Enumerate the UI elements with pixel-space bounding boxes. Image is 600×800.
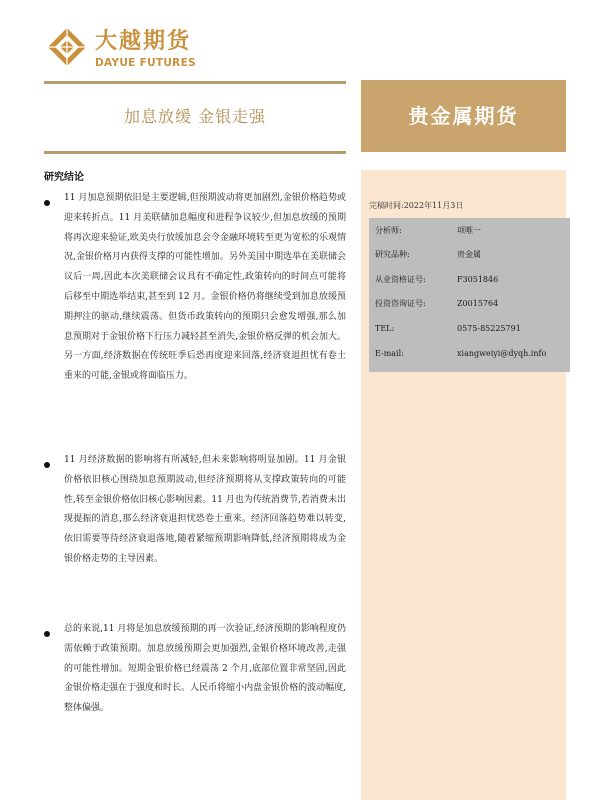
info-value: 贵金属 <box>457 250 481 259</box>
info-row-email <box>369 343 570 365</box>
headline-bottom-rule <box>44 151 346 154</box>
bullet-icon <box>44 631 50 637</box>
info-row-qualification <box>369 269 570 291</box>
info-label: E-mail: <box>375 349 404 358</box>
completion-date: 完稿时间:2022年11月3日 <box>369 201 464 210</box>
paragraph-1: 11 月加息预期依旧是主要逻辑,但预期波动将更加剧烈,金银价格趋势或迎来转折点。11 月美联储加息幅度和进程争议较少,但加息放缓的预期将再次迎来验证,欧美央行放缓加息会令金融环境转至更为宽松的乐观情况,金银价格月内获得支撑的可能性增加。另外美国中期选举在美联储会议后一周,因此本次美联储会议具有不确定性,政策转向的时间点可能将后移至中期选举结束,甚至到 12 月。金银价格仍将继续受到加息放缓预期押注的驱动,继续震荡。但货币政策转向的预期只会愈发增强,那么加息预期对于金银价格下行压力减轻甚至消失,金银价格反弹的机会加大。另一方面,经济数据在传统旺季后恐再度迎来回落,经济衰退担忧有卷土重来的可能,金银或将面临压力。 <box>64 193 346 382</box>
info-value: 项唯一 <box>457 226 481 235</box>
bullet-icon <box>44 200 50 206</box>
section-title: 研究结论 <box>44 172 84 183</box>
brand-name-cn: 大越期货 <box>95 29 192 54</box>
info-label: 研究品种: <box>375 250 410 259</box>
info-row-analyst <box>369 220 570 242</box>
analyst-info-box <box>369 218 570 372</box>
company-logo <box>47 23 217 75</box>
info-value: 0575-85225791 <box>457 324 521 333</box>
paragraph-3: 总的来说,11 月将是加息放缓预期的再一次验证,经济预期的影响程度仍需依赖于政策预期。加息放缓预期会更加强烈,金银价格环境改善,走强的可能性增加。短期金银价格已经震荡 2 个月,底部位置非常坚固,因此金银价格走强在于强度和时长。人民币将缩小内盘金银价格的波动幅度,整体偏强。 <box>64 624 346 714</box>
report-headline: 加息放缓 金银走强 <box>123 107 267 126</box>
info-row-tel <box>369 318 570 340</box>
category-banner <box>361 80 566 152</box>
info-label: TEL: <box>375 324 395 333</box>
paragraph-2: 11 月经济数据的影响将有所减轻,但未来影响将明显加剧。11 月金银价格依旧核心围绕加息预期波动,但经济预期将从支撑政策转向的可能性,转至金银价格依旧核心影响因素。11 月也为传统消费节,若消费未出现提振的消息,那么经济衰退担忧恐卷土重来。经济回落趋势难以转变,依旧需要等待经济衰退落地,随着紧缩预期影响降低,经济预期将成为金银价格走势的主导因素。 <box>64 455 346 564</box>
info-label: 投资咨询证号: <box>375 299 426 308</box>
info-value: F3051846 <box>457 275 499 284</box>
headline-top-rule <box>44 81 346 84</box>
info-value[interactable]: xiangweiyi@dyqh.info <box>457 349 547 358</box>
category-title: 贵金属期货 <box>408 104 519 128</box>
info-row-consulting <box>369 293 570 315</box>
info-value: Z0015764 <box>457 299 499 308</box>
bullet-icon <box>44 462 50 468</box>
info-label: 从业资格证号: <box>375 275 426 284</box>
info-row-variety <box>369 244 570 266</box>
brand-name-en: DAYUE FUTURES <box>95 57 196 69</box>
diamond-logo-icon <box>47 27 87 67</box>
info-label: 分析师: <box>375 226 402 235</box>
